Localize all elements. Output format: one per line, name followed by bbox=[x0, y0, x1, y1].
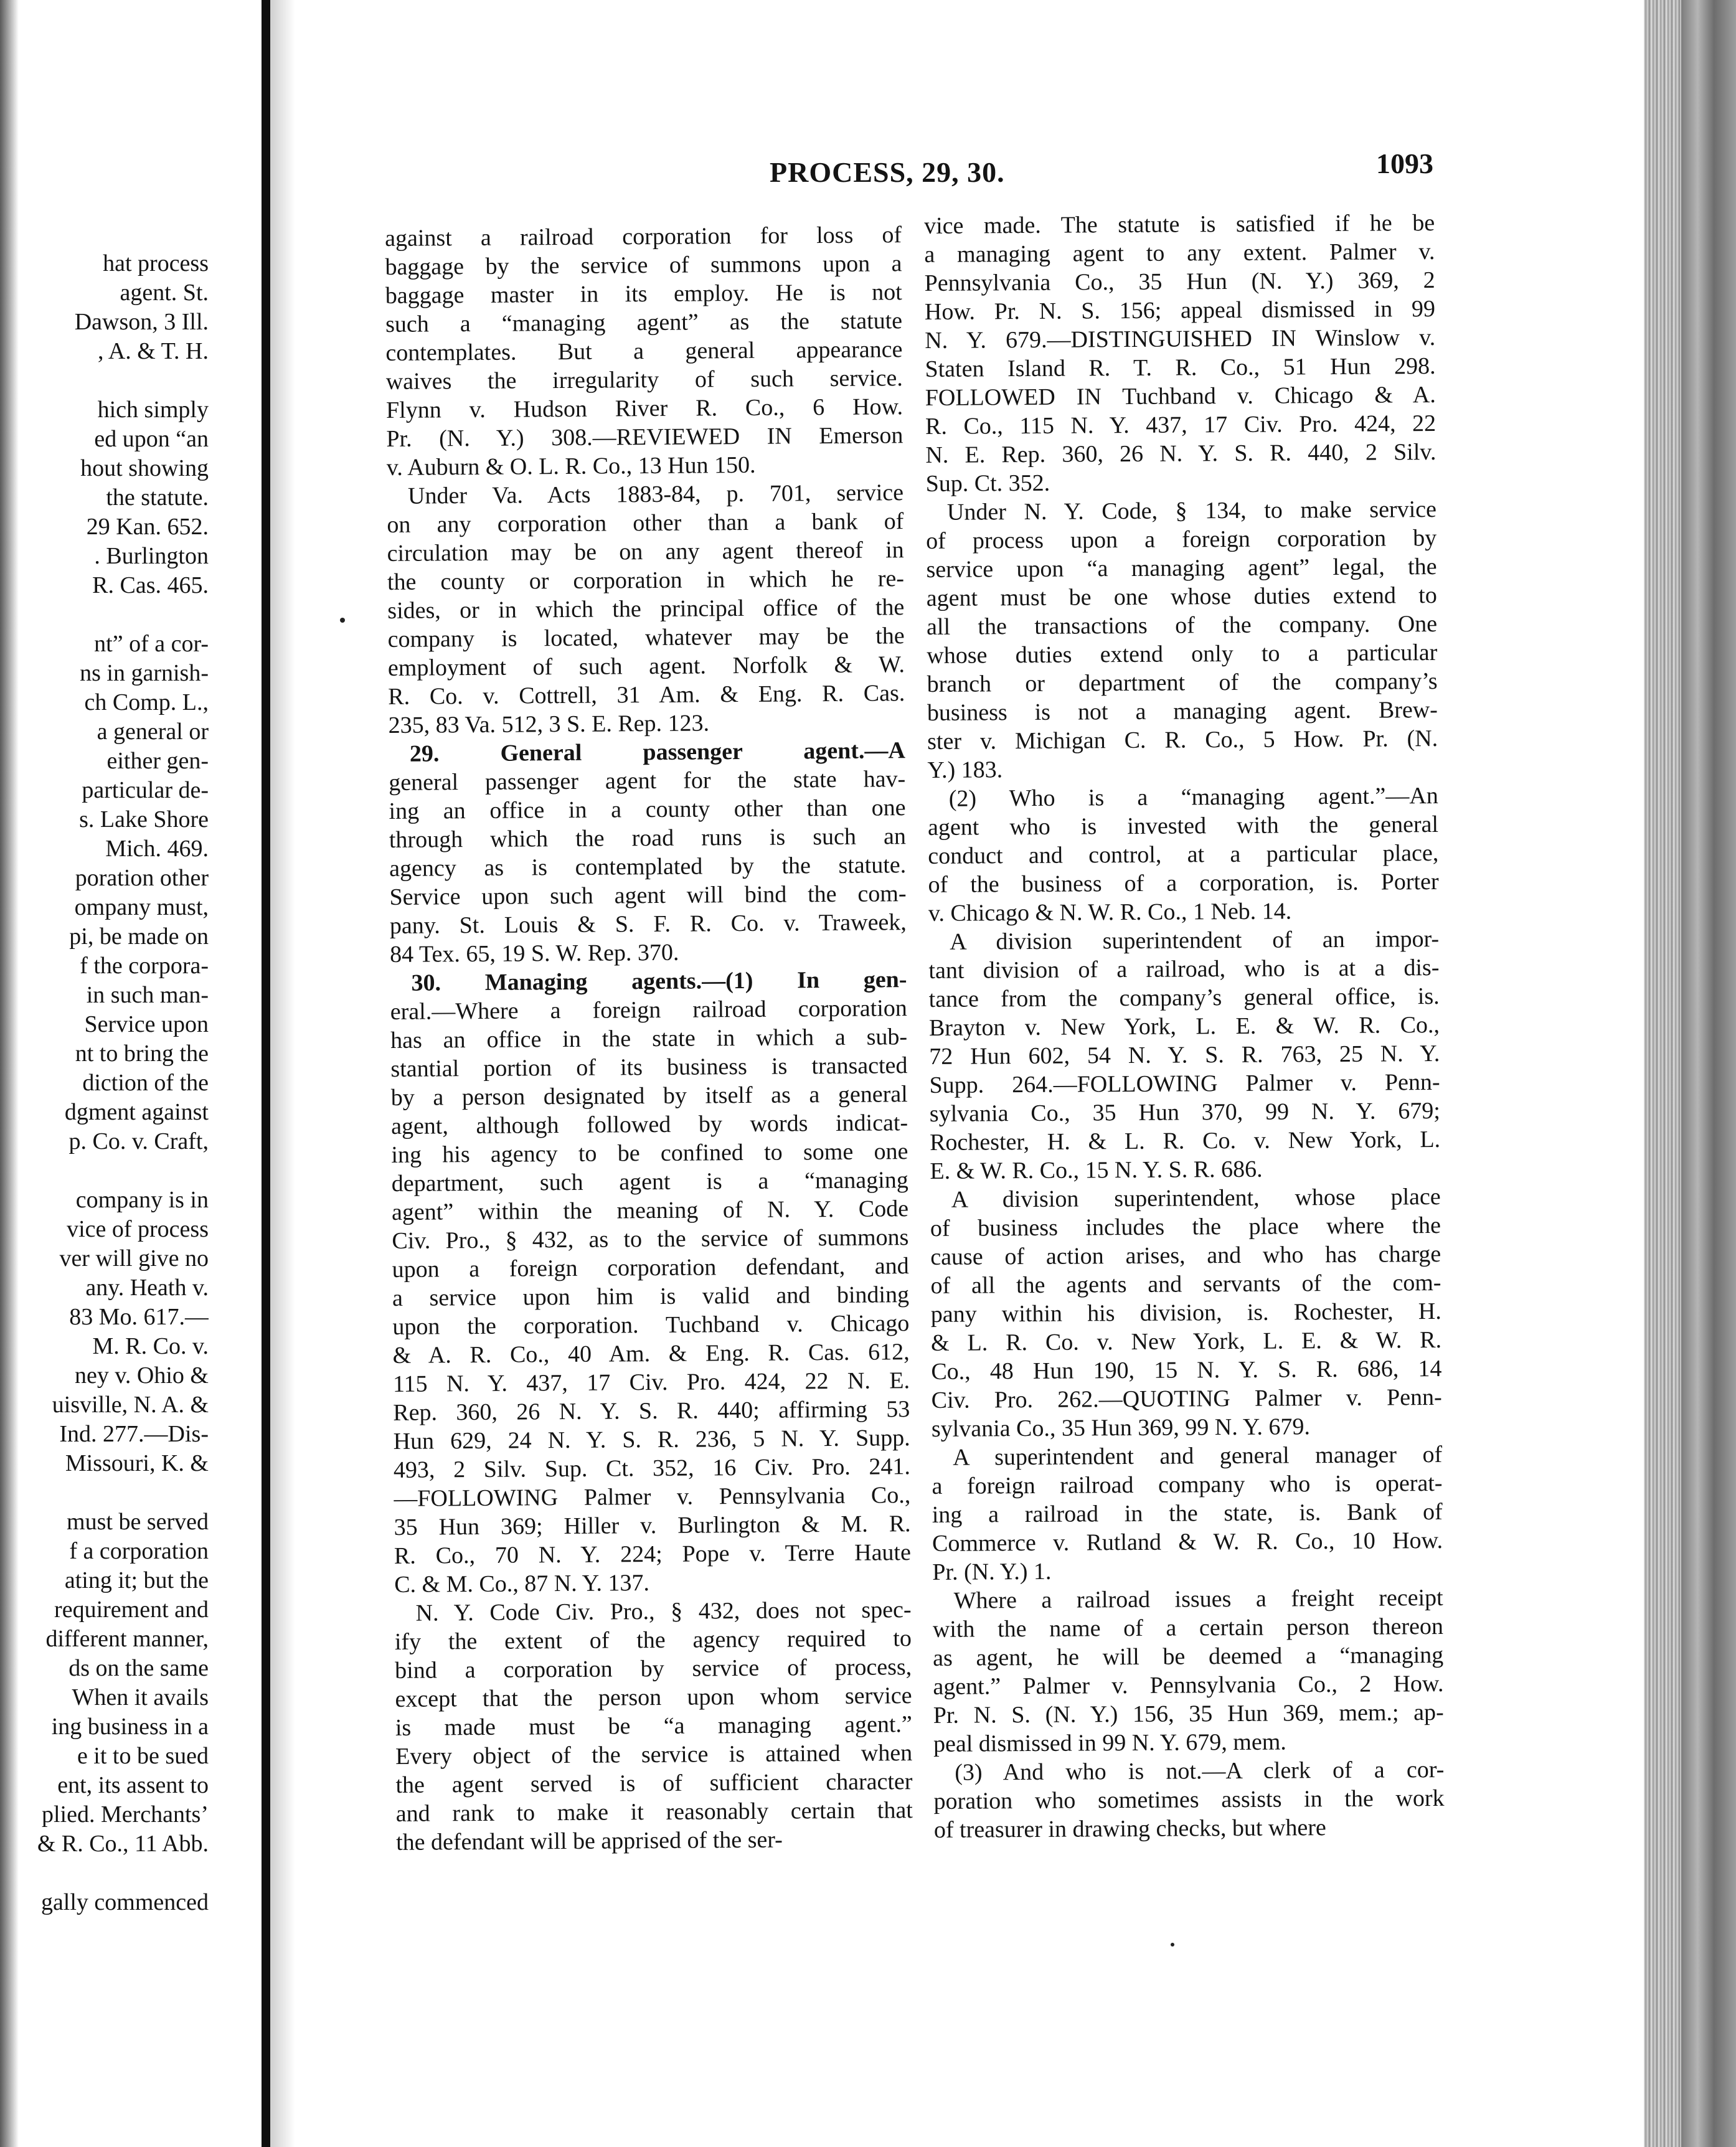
facing-page-line: ney v. Ohio & bbox=[75, 1362, 209, 1389]
body-text-line: Pr. (N. Y.) 308.—REVIEWED IN Emerson bbox=[386, 422, 903, 452]
facing-page-line: company is in bbox=[75, 1187, 209, 1213]
facing-page-line bbox=[0, 1859, 209, 1888]
body-text-line: 29. General passenger agent.—A bbox=[409, 737, 906, 767]
body-text-line: branch or department of the company’s bbox=[927, 668, 1438, 697]
body-text-line: eral.—Where a foreign railroad corporation bbox=[390, 995, 907, 1025]
body-text-line: & A. R. Co., 40 Am. & Eng. R. Cas. 612, bbox=[392, 1339, 910, 1369]
body-text-line: by a person designated by itself as a general bbox=[390, 1081, 908, 1111]
body-text-line: 30. Managing agents.—(1) In gen- bbox=[411, 966, 907, 996]
body-text-line: R. Co. v. Cottrell, 31 Am. & Eng. R. Cas. bbox=[388, 680, 905, 710]
body-text-line: pany within his division, is. Rochester, H. bbox=[930, 1298, 1441, 1328]
body-text-line: cause of action arises, and who has charge bbox=[930, 1240, 1441, 1270]
body-text-line: business is not a managing agent. Brew- bbox=[927, 696, 1438, 726]
body-text-line: Civ. Pro. 262.—QUOTING Palmer v. Penn- bbox=[931, 1384, 1442, 1413]
body-text-line: the agent served is of sufficient character bbox=[395, 1768, 913, 1798]
body-text-line: agent who is invested with the general bbox=[927, 811, 1439, 841]
facing-page-line: must be served bbox=[67, 1509, 209, 1535]
body-text-line: —FOLLOWING Palmer v. Pennsylvania Co., bbox=[394, 1482, 911, 1512]
facing-page-line: ating it; but the bbox=[64, 1567, 209, 1593]
body-text-line: tant division of a railroad, who is at a dis- bbox=[928, 954, 1440, 984]
body-text-line: A division superintendent, whose place bbox=[951, 1183, 1441, 1213]
body-text-line: Brayton v. New York, L. E. & W. R. Co., bbox=[928, 1011, 1440, 1041]
facing-page-line: vice of process bbox=[67, 1216, 209, 1242]
body-text-line: ing a railroad in the state, is. Bank of bbox=[932, 1498, 1443, 1528]
body-text-line: upon a foreign corporation defendant, and bbox=[392, 1253, 909, 1283]
facing-page-line bbox=[0, 1478, 209, 1508]
body-text-line: baggage by the service of summons upon a bbox=[385, 250, 902, 280]
body-text-line: Hun 629, 24 N. Y. S. R. 236, 5 N. Y. Supp. bbox=[393, 1425, 910, 1455]
facing-page-line: particular de- bbox=[82, 777, 209, 803]
body-text-line: N. Y. Code Civ. Pro., § 432, does not spec- bbox=[415, 1597, 912, 1626]
facing-page-line: f a corporation bbox=[69, 1538, 209, 1564]
body-text-line: a foreign railroad company who is operat- bbox=[932, 1470, 1443, 1499]
facing-page-line: ver will give no bbox=[59, 1245, 209, 1272]
body-text-line: Rochester, H. & L. R. Co. v. New York, L. bbox=[930, 1126, 1441, 1156]
body-text-line: Sup. Ct. 352. bbox=[925, 470, 1050, 497]
body-text-line: vice made. The statute is satisfied if he be bbox=[924, 209, 1435, 239]
body-text-line: Every object of the service is attained when bbox=[395, 1740, 913, 1770]
facing-page-line: the statute. bbox=[106, 484, 209, 511]
body-text-line: 35 Hun 369; Hiller v. Burlington & M. R. bbox=[394, 1511, 911, 1541]
body-text-line: Flynn v. Hudson River R. Co., 6 How. bbox=[385, 394, 903, 423]
facing-page-line: & R. Co., 11 Abb. bbox=[37, 1831, 209, 1857]
body-text-line: sylvania Co., 35 Hun 369, 99 N. Y. 679. bbox=[931, 1413, 1311, 1442]
body-text-line: Under Va. Acts 1883-84, p. 701, service bbox=[407, 479, 904, 509]
body-text-line: R. Co., 70 N. Y. 224; Pope v. Terre Haute bbox=[394, 1539, 912, 1569]
facing-page-line: diction of the bbox=[82, 1070, 209, 1096]
body-text-line: Rep. 360, 26 N. Y. S. R. 440; affirming 53 bbox=[393, 1396, 910, 1426]
body-text-line: company is located, whatever may be the bbox=[387, 623, 905, 653]
body-text-line: FOLLOWED IN Tuchband v. Chicago & A. bbox=[925, 381, 1436, 411]
body-text-line: Co., 48 Hun 190, 15 N. Y. S. R. 686, 14 bbox=[931, 1355, 1442, 1385]
body-text-line: upon the corporation. Tuchband v. Chicago bbox=[392, 1310, 910, 1340]
facing-page-line: e it to be sued bbox=[77, 1743, 209, 1769]
facing-page-line: f the corpora- bbox=[80, 953, 209, 979]
body-text-line: service upon “a managing agent” legal, the bbox=[926, 553, 1437, 583]
facing-page-line: hout showing bbox=[80, 455, 209, 481]
body-text-line: 115 N. Y. 437, 17 Civ. Pro. 424, 22 N. E. bbox=[392, 1367, 910, 1397]
body-text-line: of all the agents and servants of the com- bbox=[930, 1269, 1441, 1299]
stray-ink-mark bbox=[340, 618, 345, 623]
facing-page-line: ds on the same bbox=[68, 1655, 209, 1681]
body-text-line: waives the irregularity of such service. bbox=[385, 365, 903, 395]
body-text-line: Civ. Pro., § 432, as to the service of summons bbox=[392, 1224, 909, 1254]
body-text-line: (2) Who is a “managing agent.”—An bbox=[948, 782, 1438, 812]
body-text-line: the defendant will be apprised of the ser- bbox=[395, 1826, 783, 1856]
facing-page-line: agent. St. bbox=[120, 280, 209, 306]
body-text-line: ster v. Michigan C. R. Co., 5 How. Pr. (N. bbox=[927, 725, 1438, 755]
facing-page-line: hich simply bbox=[97, 397, 209, 423]
body-text-line: Pr. (N. Y.) 1. bbox=[932, 1558, 1052, 1585]
body-text-line: against a railroad corporation for loss of bbox=[385, 222, 902, 252]
text-column-right bbox=[924, 209, 1445, 1844]
facing-page-line: any. Heath v. bbox=[85, 1275, 209, 1301]
body-text-line: agent, although followed by words indicat- bbox=[390, 1110, 908, 1140]
body-text-line: sides, or in which the principal office of the bbox=[387, 594, 905, 624]
body-text-line: Where a railroad issues a freight receipt bbox=[953, 1584, 1443, 1614]
body-text-line: N. Y. 679.—DISTINGUISHED IN Winslow v. bbox=[925, 324, 1436, 354]
body-text-line: Supp. 264.—FOLLOWING Palmer v. Penn- bbox=[929, 1069, 1440, 1098]
facing-page-line: Ind. 277.—Dis- bbox=[59, 1421, 209, 1447]
gutter-shadow bbox=[270, 0, 295, 2147]
facing-page-text-fragment bbox=[0, 249, 209, 1917]
facing-page-line: 29 Kan. 652. bbox=[86, 514, 209, 540]
facing-page-line bbox=[0, 366, 209, 395]
body-text-line: peal dismissed in 99 N. Y. 679, mem. bbox=[933, 1729, 1286, 1757]
body-text-line: all the transactions of the company. One bbox=[926, 610, 1438, 640]
body-text-line: agent” within the meaning of N. Y. Code bbox=[391, 1196, 909, 1225]
facing-page-line: hat process bbox=[103, 250, 209, 276]
body-text-line: employment of such agent. Norfolk & W. bbox=[387, 651, 905, 681]
body-text-line: agent.” Palmer v. Pennsylvania Co., 2 How. bbox=[933, 1670, 1444, 1700]
facing-page-line: ing business in a bbox=[51, 1714, 209, 1740]
body-text-line: Y.) 183. bbox=[927, 757, 1003, 783]
body-text-line: of process upon a foreign corporation by bbox=[926, 524, 1437, 554]
facing-page-line: different manner, bbox=[45, 1626, 209, 1652]
facing-page-line: nt to bring the bbox=[75, 1040, 209, 1067]
body-text-line: 72 Hun 602, 54 N. Y. S. R. 763, 25 N. Y. bbox=[929, 1040, 1440, 1070]
body-text-line: poration who sometimes assists in the work bbox=[933, 1785, 1445, 1814]
body-text-line: Staten Island R. T. R. Co., 51 Hun 298. bbox=[925, 352, 1436, 382]
body-text-line: v. Chicago & N. W. R. Co., 1 Neb. 14. bbox=[928, 898, 1292, 927]
body-text-line: through which the road runs is such an bbox=[389, 823, 907, 853]
body-text-line: C. & M. Co., 87 N. Y. 137. bbox=[394, 1570, 650, 1598]
body-text-line: 235, 83 Va. 512, 3 S. E. Rep. 123. bbox=[388, 710, 710, 738]
facing-page-line: Mich. 469. bbox=[105, 836, 209, 862]
body-text-line: Pr. N. S. (N. Y.) 156, 35 Hun 369, mem.; ap- bbox=[933, 1699, 1444, 1729]
facing-page-line: s. Lake Shore bbox=[79, 806, 209, 833]
body-text-line: as agent, he will be deemed a “managing bbox=[933, 1641, 1444, 1671]
body-text-line: of treasurer in drawing checks, but where bbox=[933, 1814, 1326, 1843]
facing-page-line: gally commenced bbox=[40, 1889, 209, 1915]
body-text-line: whose duties extend only to a particular bbox=[927, 639, 1438, 669]
body-text-line: baggage master in its employ. He is not bbox=[385, 279, 902, 309]
body-text-line: N. E. Rep. 360, 26 N. Y. S. R. 440, 2 Silv. bbox=[925, 438, 1436, 468]
facing-page-line: a general or bbox=[97, 719, 209, 745]
body-text-line: the county or corporation in which he re- bbox=[387, 565, 905, 595]
body-text-line: ing his agency to be confined to some one bbox=[391, 1138, 908, 1168]
facing-page-line: uisville, N. A. & bbox=[52, 1392, 209, 1418]
body-text-line: conduct and control, at a particular place, bbox=[928, 839, 1439, 869]
facing-page-line: R. Cas. 465. bbox=[92, 572, 209, 598]
page-number: 1093 bbox=[1376, 148, 1433, 179]
facing-page-line: dgment against bbox=[64, 1099, 209, 1125]
facing-page-line: , A. & T. H. bbox=[97, 338, 209, 364]
body-text-line: circulation may be on any agent thereof in bbox=[387, 537, 904, 567]
body-text-line: with the name of a certain person thereon bbox=[932, 1613, 1444, 1643]
facing-page-line: ompany must, bbox=[74, 894, 209, 920]
facing-page-line: 83 Mo. 617.— bbox=[69, 1304, 209, 1330]
body-text-line: such a “managing agent” as the statute bbox=[385, 308, 903, 337]
body-text-line: bind a corporation by service of process, bbox=[395, 1654, 912, 1684]
body-text-line: contemplates. But a general appearance bbox=[385, 336, 903, 366]
body-text-line: except that the person upon whom service bbox=[395, 1682, 912, 1712]
facing-page-line: ent, its assent to bbox=[57, 1772, 209, 1798]
body-text-line: E. & W. R. Co., 15 N. Y. S. R. 686. bbox=[930, 1156, 1263, 1184]
facing-page-line: p. Co. v. Craft, bbox=[68, 1128, 209, 1154]
body-text-line: stantial portion of its business is transacted bbox=[390, 1052, 908, 1082]
body-text-line: a service upon him is valid and binding bbox=[392, 1281, 910, 1311]
body-text-line: general passenger agent for the state hav- bbox=[389, 766, 906, 796]
facing-page-line: ch Comp. L., bbox=[84, 689, 209, 715]
body-text-line: R. Co., 115 N. Y. 437, 17 Civ. Pro. 424, 22 bbox=[925, 410, 1436, 440]
facing-page-line: When it avails bbox=[72, 1684, 209, 1711]
text-column-left bbox=[385, 220, 913, 1857]
stray-ink-mark bbox=[1171, 1943, 1174, 1946]
facing-page-line: in such man- bbox=[86, 982, 209, 1008]
body-text-line: agent must be one whose duties extend to bbox=[926, 582, 1437, 611]
facing-page-line: ed upon “an bbox=[94, 426, 209, 452]
body-text-line: and rank to make it reasonably certain that bbox=[395, 1797, 913, 1827]
facing-page-line: ns in garnish- bbox=[80, 660, 209, 686]
book-gutter bbox=[262, 0, 270, 2147]
facing-page-line: pi, be made on bbox=[69, 923, 209, 950]
body-text-line: & L. R. Co. v. New York, L. E. & W. R. bbox=[930, 1326, 1442, 1356]
facing-page-line: plied. Merchants’ bbox=[41, 1801, 209, 1828]
body-text-line: pany. St. Louis & S. F. R. Co. v. Traweek, bbox=[389, 909, 907, 939]
facing-page-line bbox=[0, 1156, 209, 1186]
facing-page-line: poration other bbox=[75, 865, 209, 891]
body-text-line: of the business of a corporation, is. Porter bbox=[928, 868, 1439, 898]
facing-page-line bbox=[0, 600, 209, 630]
body-text-line: (3) And who is not.—A clerk of a cor- bbox=[955, 1756, 1445, 1786]
facing-page-line: . Burlington bbox=[94, 543, 209, 569]
body-text-line: ify the extent of the agency required to bbox=[394, 1625, 912, 1655]
body-text-line: department, such agent is a “managing bbox=[391, 1167, 908, 1197]
body-text-line: a managing agent to any extent. Palmer v. bbox=[924, 238, 1435, 268]
body-text-line: has an office in the state in which a sub- bbox=[390, 1024, 908, 1054]
body-text-line: on any corporation other than a bank of bbox=[387, 508, 904, 538]
body-text-line: Pennsylvania Co., 35 Hun (N. Y.) 369, 2 bbox=[924, 267, 1435, 296]
body-text-line: A division superintendent of an impor- bbox=[950, 925, 1440, 955]
body-text-line: Under N. Y. Code, § 134, to make service bbox=[946, 496, 1437, 526]
facing-page-line: requirement and bbox=[54, 1597, 209, 1623]
facing-page-line: either gen- bbox=[106, 748, 209, 774]
body-text-line: 493, 2 Silv. Sup. Ct. 352, 16 Civ. Pro. 241. bbox=[393, 1453, 911, 1483]
body-text-line: tance from the company’s general office, is. bbox=[928, 983, 1440, 1012]
body-text-line: ing an office in a county other than one bbox=[389, 795, 906, 824]
facing-page-line: nt” of a cor- bbox=[94, 631, 209, 657]
facing-page-line: M. R. Co. v. bbox=[92, 1333, 209, 1359]
body-text-line: Service upon such agent will bind the com- bbox=[389, 880, 907, 910]
body-text-line: 84 Tex. 65, 19 S. W. Rep. 370. bbox=[390, 939, 679, 968]
body-text-line: Commerce v. Rutland & W. R. Co., 10 How. bbox=[932, 1527, 1443, 1557]
book-cover-edge bbox=[1681, 0, 1736, 2147]
body-text-line: of business includes the place where the bbox=[930, 1212, 1441, 1242]
body-text-line: How. Pr. N. S. 156; appeal dismissed in 99 bbox=[924, 295, 1436, 325]
facing-page-line: Missouri, K. & bbox=[65, 1450, 209, 1476]
body-text-line: agency as is contemplated by the statute. bbox=[389, 852, 907, 882]
body-text-line: A superintendent and general manager of bbox=[953, 1441, 1443, 1471]
body-text-line: is made must be “a managing agent.” bbox=[395, 1711, 912, 1741]
facing-page-line: Dawson, 3 Ill. bbox=[74, 309, 209, 335]
body-text-line: sylvania Co., 35 Hun 370, 99 N. Y. 679; bbox=[929, 1097, 1440, 1127]
running-head: PROCESS, 29, 30. bbox=[770, 156, 1005, 188]
body-text-line: v. Auburn & O. L. R. Co., 13 Hun 150. bbox=[386, 451, 756, 481]
facing-page-line: Service upon bbox=[84, 1011, 209, 1037]
